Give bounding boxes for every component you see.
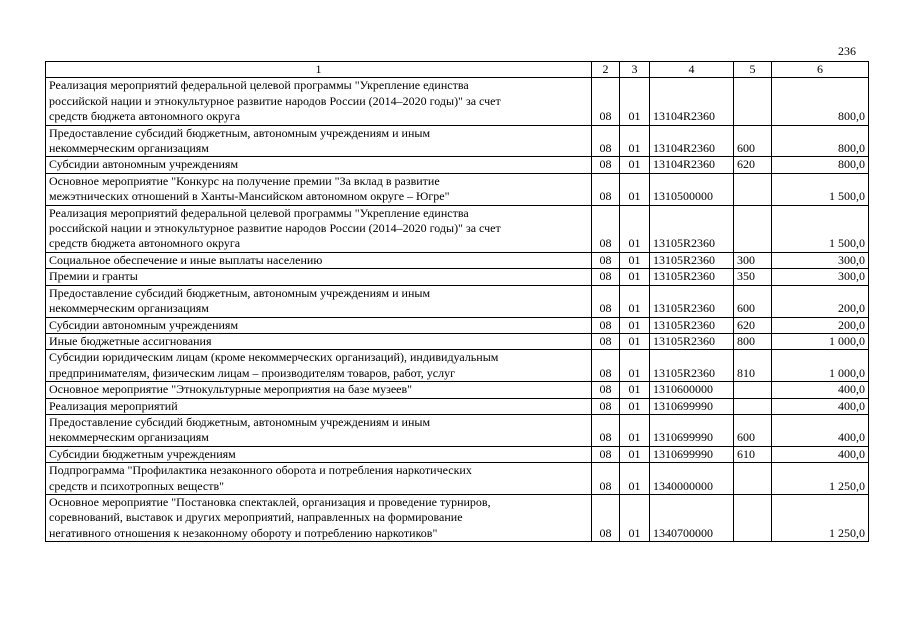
- row-name-cell: Реализация мероприятий федеральной целевой программы "Укрепление единства российской нации и этнокультурное развитие народов России (2014–2020 годы)" за счет средств бюджета автономного округа: [46, 78, 592, 125]
- row-amount-cell: 300,0: [772, 252, 869, 268]
- row-section-cell: 08: [592, 125, 620, 157]
- row-section-cell: 08: [592, 398, 620, 414]
- row-target-article-cell: 1310699990: [650, 446, 734, 462]
- row-section-cell: 08: [592, 333, 620, 349]
- row-target-article-cell: 1310699990: [650, 414, 734, 446]
- row-name-cell: Субсидии юридическим лицам (кроме некоммерческих организаций), индивидуальным предпринимателям, физическим лицам – производителям товаров, работ, услуг: [46, 350, 592, 382]
- header-cell: 6: [772, 62, 869, 78]
- header-cell: 5: [734, 62, 772, 78]
- row-expense-type-cell: [734, 173, 772, 205]
- row-name-cell: Субсидии автономным учреждениям: [46, 157, 592, 173]
- row-subsection-cell: 01: [620, 285, 650, 317]
- table-row: [46, 78, 869, 125]
- table-row: [46, 157, 869, 173]
- row-expense-type-cell: 810: [734, 350, 772, 382]
- table-row: [46, 414, 869, 446]
- row-subsection-cell: 01: [620, 350, 650, 382]
- row-subsection-cell: 01: [620, 382, 650, 398]
- table-row: [46, 398, 869, 414]
- row-subsection-cell: 01: [620, 333, 650, 349]
- row-section-cell: 08: [592, 446, 620, 462]
- table-row: [46, 350, 869, 382]
- row-name-cell: Предоставление субсидий бюджетным, автономным учреждениям и иным некоммерческим организациям: [46, 285, 592, 317]
- row-expense-type-cell: 350: [734, 269, 772, 285]
- table-row: [46, 205, 869, 252]
- row-target-article-cell: 1310500000: [650, 173, 734, 205]
- row-amount-cell: 400,0: [772, 398, 869, 414]
- header-row: [46, 62, 869, 78]
- table-row: [46, 446, 869, 462]
- row-amount-cell: 400,0: [772, 446, 869, 462]
- row-subsection-cell: 01: [620, 398, 650, 414]
- row-expense-type-cell: 800: [734, 333, 772, 349]
- row-target-article-cell: 13105R2360: [650, 333, 734, 349]
- table-row: [46, 269, 869, 285]
- row-target-article-cell: 1310600000: [650, 382, 734, 398]
- row-section-cell: 08: [592, 317, 620, 333]
- row-target-article-cell: 13104R2360: [650, 125, 734, 157]
- row-expense-type-cell: [734, 382, 772, 398]
- row-target-article-cell: 13105R2360: [650, 317, 734, 333]
- row-name-cell: Реализация мероприятий федеральной целевой программы "Укрепление единства российской нации и этнокультурное развитие народов России (2014–2020 годы)" за счет средств бюджета автономного округа: [46, 205, 592, 252]
- table-row: [46, 125, 869, 157]
- table-row: [46, 173, 869, 205]
- row-name-cell: Подпрограмма "Профилактика незаконного оборота и потребления наркотических средств и психотропных веществ": [46, 463, 592, 495]
- row-amount-cell: 200,0: [772, 317, 869, 333]
- row-section-cell: 08: [592, 414, 620, 446]
- row-target-article-cell: 13104R2360: [650, 78, 734, 125]
- row-expense-type-cell: 600: [734, 125, 772, 157]
- row-amount-cell: 400,0: [772, 414, 869, 446]
- row-subsection-cell: 01: [620, 252, 650, 268]
- row-section-cell: 08: [592, 494, 620, 541]
- row-section-cell: 08: [592, 252, 620, 268]
- row-target-article-cell: 1310699990: [650, 398, 734, 414]
- row-expense-type-cell: 300: [734, 252, 772, 268]
- row-target-article-cell: 13105R2360: [650, 252, 734, 268]
- row-amount-cell: 1 500,0: [772, 205, 869, 252]
- row-name-cell: Основное мероприятие "Постановка спектаклей, организация и проведение турниров, соревнований, выставок и других мероприятий, направленных на формирование негативного отношения к незаконному обороту и потреблению наркотиков": [46, 494, 592, 541]
- table-row: [46, 333, 869, 349]
- row-section-cell: 08: [592, 157, 620, 173]
- row-subsection-cell: 01: [620, 173, 650, 205]
- row-name-cell: Предоставление субсидий бюджетным, автономным учреждениям и иным некоммерческим организациям: [46, 125, 592, 157]
- row-amount-cell: 800,0: [772, 157, 869, 173]
- row-section-cell: 08: [592, 382, 620, 398]
- header-cell: 2: [592, 62, 620, 78]
- row-name-cell: Реализация мероприятий: [46, 398, 592, 414]
- row-amount-cell: 1 000,0: [772, 350, 869, 382]
- row-amount-cell: 1 250,0: [772, 494, 869, 541]
- row-expense-type-cell: [734, 494, 772, 541]
- row-name-cell: Иные бюджетные ассигнования: [46, 333, 592, 349]
- row-target-article-cell: 13105R2360: [650, 285, 734, 317]
- row-subsection-cell: 01: [620, 463, 650, 495]
- row-name-cell: Премии и гранты: [46, 269, 592, 285]
- row-subsection-cell: 01: [620, 78, 650, 125]
- row-section-cell: 08: [592, 78, 620, 125]
- row-expense-type-cell: [734, 78, 772, 125]
- row-expense-type-cell: 600: [734, 285, 772, 317]
- row-name-cell: Основное мероприятие "Конкурс на получение премии "За вклад в развитие межэтнических отношений в Ханты-Мансийском автономном округе – Югре": [46, 173, 592, 205]
- row-target-article-cell: 13105R2360: [650, 269, 734, 285]
- table-row: [46, 463, 869, 495]
- row-expense-type-cell: [734, 463, 772, 495]
- row-subsection-cell: 01: [620, 446, 650, 462]
- row-expense-type-cell: 620: [734, 157, 772, 173]
- row-subsection-cell: 01: [620, 494, 650, 541]
- row-amount-cell: 800,0: [772, 78, 869, 125]
- header-cell: 1: [46, 62, 592, 78]
- table-row: [46, 252, 869, 268]
- row-amount-cell: 1 000,0: [772, 333, 869, 349]
- budget-table: [45, 61, 869, 542]
- row-expense-type-cell: 600: [734, 414, 772, 446]
- row-section-cell: 08: [592, 463, 620, 495]
- row-name-cell: Основное мероприятие "Этнокультурные мероприятия на базе музеев": [46, 382, 592, 398]
- row-name-cell: Субсидии бюджетным учреждениям: [46, 446, 592, 462]
- row-expense-type-cell: 610: [734, 446, 772, 462]
- row-amount-cell: 300,0: [772, 269, 869, 285]
- row-amount-cell: 400,0: [772, 382, 869, 398]
- row-section-cell: 08: [592, 205, 620, 252]
- row-subsection-cell: 01: [620, 125, 650, 157]
- row-amount-cell: 1 500,0: [772, 173, 869, 205]
- row-subsection-cell: 01: [620, 414, 650, 446]
- row-name-cell: Социальное обеспечение и иные выплаты населению: [46, 252, 592, 268]
- page-number: 236: [838, 44, 856, 58]
- row-expense-type-cell: [734, 398, 772, 414]
- row-name-cell: Предоставление субсидий бюджетным, автономным учреждениям и иным некоммерческим организациям: [46, 414, 592, 446]
- header-cell: 3: [620, 62, 650, 78]
- table-row: [46, 317, 869, 333]
- row-target-article-cell: 1340700000: [650, 494, 734, 541]
- header-cell: 4: [650, 62, 734, 78]
- row-target-article-cell: 13105R2360: [650, 350, 734, 382]
- row-target-article-cell: 13105R2360: [650, 205, 734, 252]
- row-amount-cell: 200,0: [772, 285, 869, 317]
- table-row: [46, 494, 869, 541]
- table-row: [46, 382, 869, 398]
- row-name-cell: Субсидии автономным учреждениям: [46, 317, 592, 333]
- row-amount-cell: 1 250,0: [772, 463, 869, 495]
- table-row: [46, 285, 869, 317]
- row-subsection-cell: 01: [620, 317, 650, 333]
- row-subsection-cell: 01: [620, 157, 650, 173]
- row-target-article-cell: 13104R2360: [650, 157, 734, 173]
- row-section-cell: 08: [592, 173, 620, 205]
- row-section-cell: 08: [592, 350, 620, 382]
- row-subsection-cell: 01: [620, 205, 650, 252]
- row-expense-type-cell: 620: [734, 317, 772, 333]
- row-amount-cell: 800,0: [772, 125, 869, 157]
- row-expense-type-cell: [734, 205, 772, 252]
- row-section-cell: 08: [592, 269, 620, 285]
- row-section-cell: 08: [592, 285, 620, 317]
- row-target-article-cell: 1340000000: [650, 463, 734, 495]
- row-subsection-cell: 01: [620, 269, 650, 285]
